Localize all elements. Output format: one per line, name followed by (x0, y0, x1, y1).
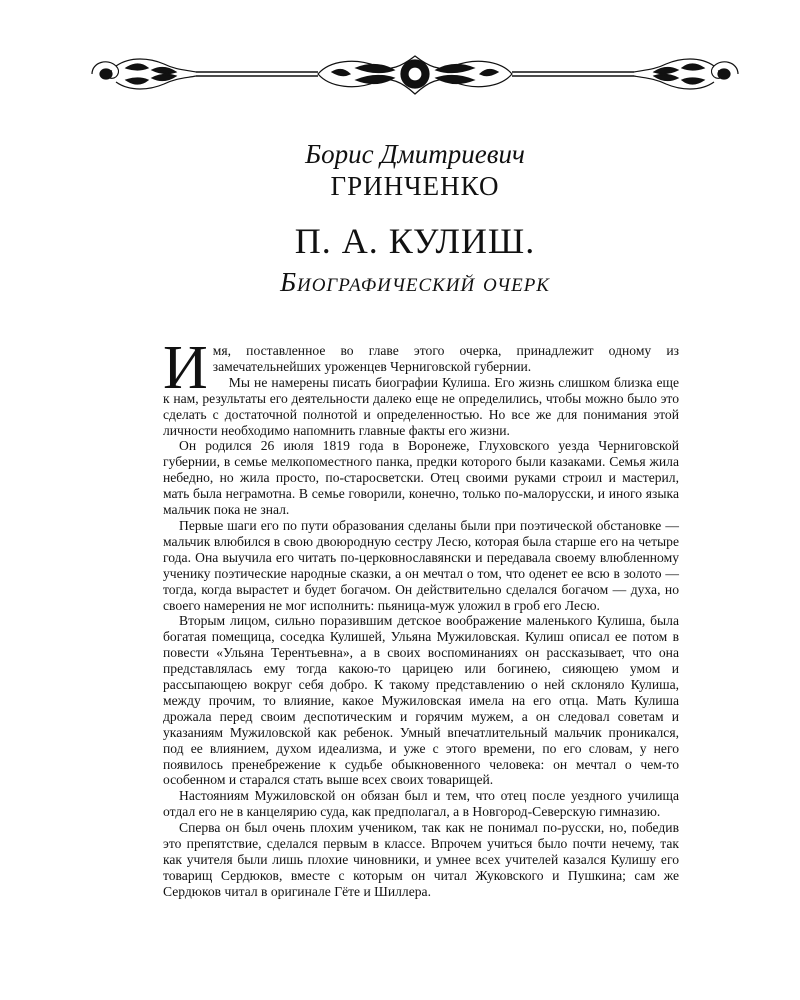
paragraph-1 (163, 334, 679, 402)
paragraph-7: Сперва он был очень плохим учеником, так как не понимал по-русски, но, победив это препятствие, сделался первым в классе. Впрочем учиться было почти нечему, так как учителя были лишь плохие чиновники, и умнее всех учителей казался Кулишу его товарищ Сердюков, вместе с которым он читал Жуковского и Пушкина; сам же Сердюков читал в оригинале Гёте и Шиллера. (163, 820, 679, 899)
author-first-name: Борис Дмитриевич (305, 139, 525, 169)
drop-cap: И (163, 334, 208, 402)
paragraph-5: Вторым лицом, сильно поразившим детское воображение маленького Кулиша, была богатая помещица, соседка Кулишей, Ульяна Мужиловская. Кулиш описал ее потом в повести «Ульяна Терентьевна», а в своих воспоминаниях он рассказывает, что она представлялась ему тогда какою-то царицею или богинею, сияющею умом и рассыпающею вокруг себя добро. К такому представлению о ней склоняло Кулиша, между прочим, то влияние, какое Мужиловская имела на его отца. Мать Кулиша дрожала перед своим деспотическим и горячим мужем, а он следовал советам и указаниям Мужиловской как ребенок. Умный впечатлительный мальчик проникался, под ее влиянием, духом идеализма, и уже с этого времени, по его словам, у него появилось пренебрежение к судьбе обыкновенного человека: он мечтал о чем-то особенном и старался стать выше всех своих товарищей. (163, 613, 679, 788)
right-scroll-ornament (634, 59, 738, 89)
center-scroll-ornament (318, 56, 512, 94)
article-body (163, 334, 679, 900)
decorative-header-ornament (86, 50, 744, 102)
paragraph-4: Первые шаги его по пути образования сделаны были при поэтической обстановке — мальчик влюбился в свою двоюродную сестру Лесю, которая была старше его на четыре года. Она выучила его читать по-церковнославянски и передавала своему влюбленному ученику поэтические народные сказки, а он мечтал о том, что оденет ее всю в золото — тогда, когда вырастет и будет богачом. Он действительно сделался богачом — духа, но своего намерения не мог исполнить: пьяница-муж уложил в гроб его Лесю. (163, 517, 679, 613)
essay-title: П. А. КУЛИШ. (294, 221, 536, 261)
paragraph-3: Он родился 26 июля 1819 года в Воронеже, Глуховского уезда Черниговской губернии, в семье мелкопоместного панка, предки которого были казаками. Семья жила небедно, но жила просто, по-старосветски. Отец своими руками строил и мастерил, мать была неграмотна. В семье говорили, конечно, только по-малорусски, и иного языка мальчик пока не знал. (163, 438, 679, 518)
title-block (150, 138, 680, 298)
essay-subtitle: Биографический очерк (280, 267, 550, 297)
paragraph-1-text: мя, поставленное во главе этого очерка, принадлежит одному из замечательнейших уроженцев Черниговской губернии. (212, 343, 679, 374)
paragraph-6: Настояниям Мужиловской он обязан был и тем, что отец после уездного училища отдал его не в канцелярию суда, как предполагал, а в Новгород-Северскую гимназию. (163, 788, 679, 820)
left-scroll-ornament (92, 59, 196, 89)
paragraph-2: Мы не намерены писать биографии Кулиша. Его жизнь слишком близка еще к нам, результаты его деятельности далеко еще не определились, чтобы можно было это сделать с достаточной полнотой и определенностью. Но все же для понимания этой личности необходимо напомнить главные факты его жизни. (163, 374, 679, 438)
author-last-name: ГРИНЧЕНКО (330, 171, 500, 201)
